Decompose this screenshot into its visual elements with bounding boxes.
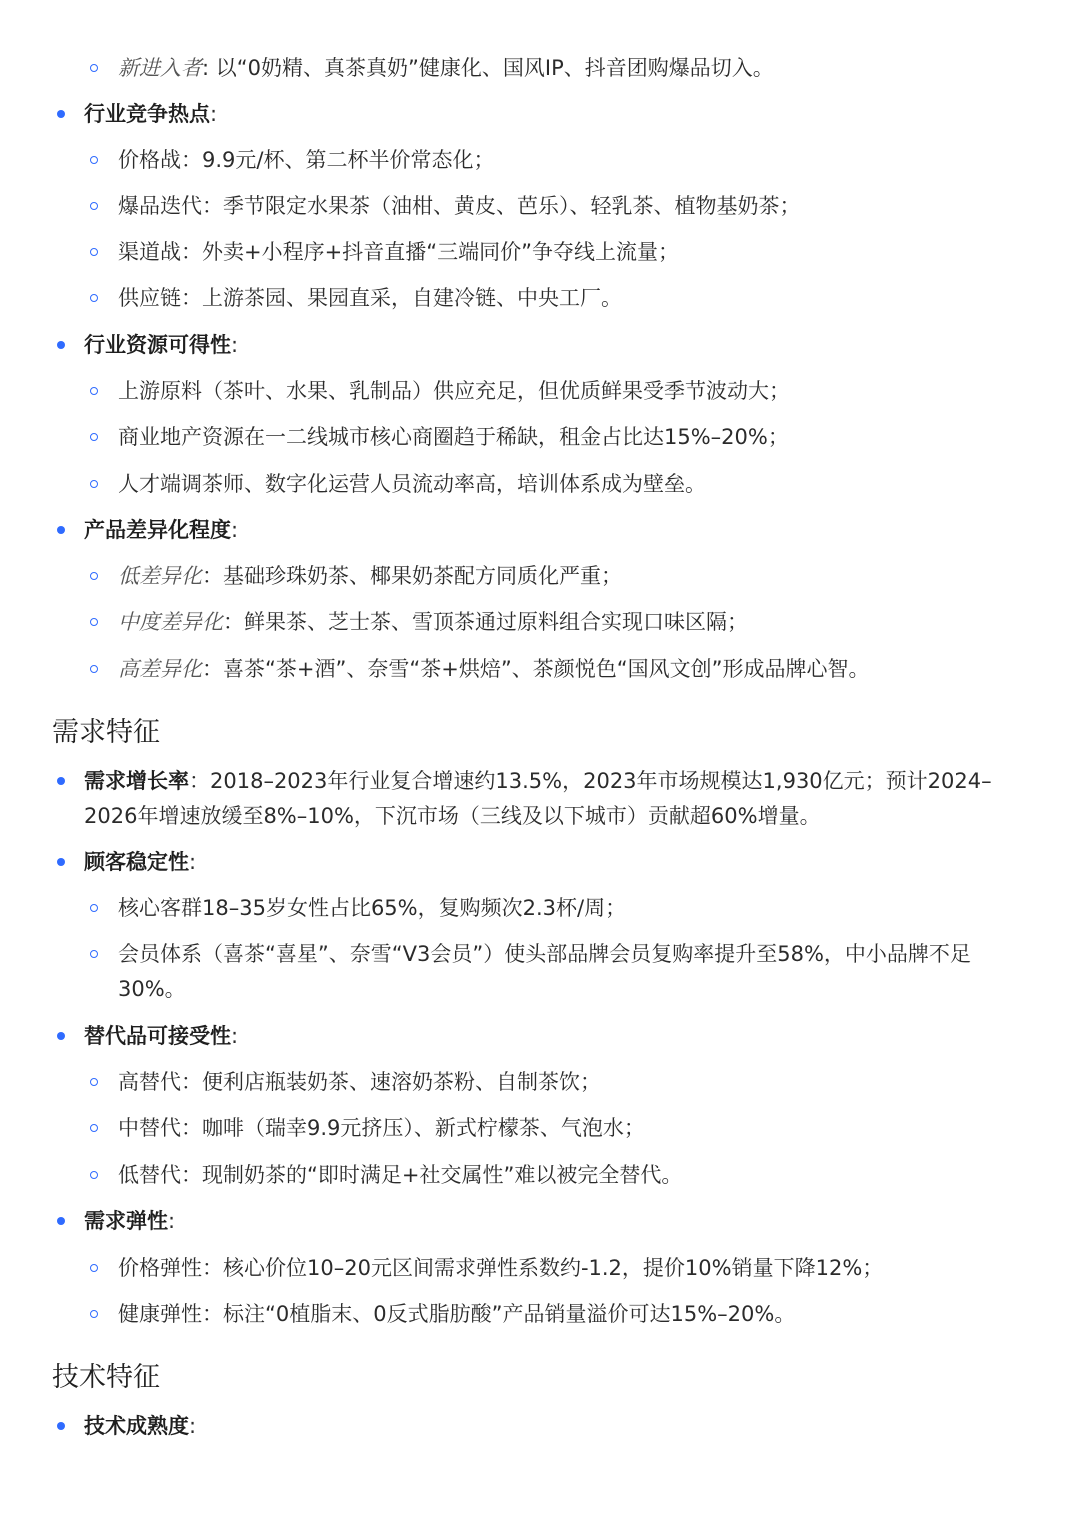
item-text: 价格战：9.9元/杯、第二杯半价常态化； — [118, 148, 495, 172]
colon: : — [210, 102, 218, 126]
item-text: ：喜茶“茶+酒”、奈雪“茶+烘焙”、茶颜悦色“国风文创”形成品牌心智。 — [202, 657, 870, 681]
item-text: 核心客群18–35岁女性占比65%，复购频次2.3杯/周； — [118, 896, 627, 920]
item-text: ：2018–2023年行业复合增速约13.5%，2023年市场规模达1,930亿元；预计2024–2026年增速放缓至8%–10%，下沉市场（三线及以下城市）贡献超60%增量。 — [84, 769, 992, 828]
colon: : — [231, 1024, 239, 1048]
bullet-icon — [57, 1032, 65, 1040]
hollow-bullet-icon — [90, 156, 98, 164]
item-text: 供应链：上游茶园、果园直采，自建冷链、中央工厂。 — [118, 286, 622, 310]
item-text: 会员体系（喜茶“喜星”、奈雪“V3会员”）使头部品牌会员复购率提升至58%，中小品牌不足30%。 — [118, 942, 971, 1001]
section-title-maturity: 技术成熟度 — [84, 1414, 189, 1438]
item-text: ：基础珍珠奶茶、椰果奶茶配方同质化严重； — [202, 564, 622, 588]
colon: : — [189, 850, 197, 874]
item-text: 上游原料（茶叶、水果、乳制品）供应充足，但优质鲜果受季节波动大； — [118, 379, 790, 403]
section-title-hotspot: 行业竞争热点 — [84, 102, 210, 126]
item-text: ：鲜果茶、芝士茶、雪顶茶通过原料组合实现口味区隔； — [223, 610, 748, 634]
item-text: 人才端调茶师、数字化运营人员流动率高，培训体系成为壁垒。 — [118, 472, 706, 496]
section-title-elasticity: 需求弹性 — [84, 1209, 168, 1233]
section-title-differentiation: 产品差异化程度 — [84, 518, 231, 542]
item-term: 高差异化 — [118, 657, 202, 681]
item-term: 低差异化 — [118, 564, 202, 588]
hollow-bullet-icon — [90, 950, 98, 958]
hollow-bullet-icon — [90, 1171, 98, 1179]
bullet-icon — [57, 777, 65, 785]
hollow-bullet-icon — [90, 387, 98, 395]
hollow-bullet-icon — [90, 433, 98, 441]
item-text: 渠道战：外卖+小程序+抖音直播“三端同价”争夺线上流量； — [118, 240, 679, 264]
hollow-bullet-icon — [90, 665, 98, 673]
term-new-entrant: 新进入者 — [118, 56, 202, 80]
colon: : — [231, 333, 239, 357]
bullet-icon — [57, 858, 65, 866]
section-title-growth: 需求增长率 — [84, 769, 189, 793]
item-text: 健康弹性：标注“0植脂末、0反式脂肪酸”产品销量溢价可达15%–20%。 — [118, 1302, 796, 1326]
bullet-icon — [57, 110, 65, 118]
item-text: 高替代：便利店瓶装奶茶、速溶奶茶粉、自制茶饮； — [118, 1070, 601, 1094]
hollow-bullet-icon — [90, 1124, 98, 1132]
bullet-icon — [57, 526, 65, 534]
hollow-bullet-icon — [90, 202, 98, 210]
hollow-bullet-icon — [90, 64, 98, 72]
item-text: 爆品迭代：季节限定水果茶（油柑、黄皮、芭乐）、轻乳茶、植物基奶茶； — [118, 194, 801, 218]
bullet-icon — [57, 1422, 65, 1430]
hollow-bullet-icon — [90, 480, 98, 488]
hollow-bullet-icon — [90, 572, 98, 580]
colon: : — [189, 1414, 197, 1438]
hollow-bullet-icon — [90, 248, 98, 256]
item-text: 低替代：现制奶茶的“即时满足+社交属性”难以被完全替代。 — [118, 1163, 683, 1187]
colon: : — [168, 1209, 176, 1233]
hollow-bullet-icon — [90, 904, 98, 912]
item-text: 中替代：咖啡（瑞幸9.9元挤压）、新式柠檬茶、气泡水； — [118, 1116, 645, 1140]
colon: : — [202, 56, 210, 80]
item-text: 价格弹性：核心价位10–20元区间需求弹性系数约-1.2，提价10%销量下降12%； — [118, 1256, 884, 1280]
bullet-icon — [57, 1217, 65, 1225]
bullet-icon — [57, 341, 65, 349]
section-title-resource: 行业资源可得性 — [84, 333, 231, 357]
hollow-bullet-icon — [90, 1310, 98, 1318]
item-text: 商业地产资源在一二线城市核心商圈趋于稀缺，租金占比达15%–20%； — [118, 425, 789, 449]
section-title-substitute: 替代品可接受性 — [84, 1024, 231, 1048]
item-term: 中度差异化 — [118, 610, 223, 634]
item-text: 以“0奶精、真茶真奶”健康化、国风IP、抖音团购爆品切入。 — [215, 56, 774, 80]
hollow-bullet-icon — [90, 1264, 98, 1272]
hollow-bullet-icon — [90, 1078, 98, 1086]
section-title-stability: 顾客稳定性 — [84, 850, 189, 874]
section-heading-demand: 需求特征 — [52, 717, 160, 748]
hollow-bullet-icon — [90, 618, 98, 626]
colon: : — [231, 518, 239, 542]
section-heading-tech: 技术特征 — [52, 1362, 160, 1393]
hollow-bullet-icon — [90, 294, 98, 302]
